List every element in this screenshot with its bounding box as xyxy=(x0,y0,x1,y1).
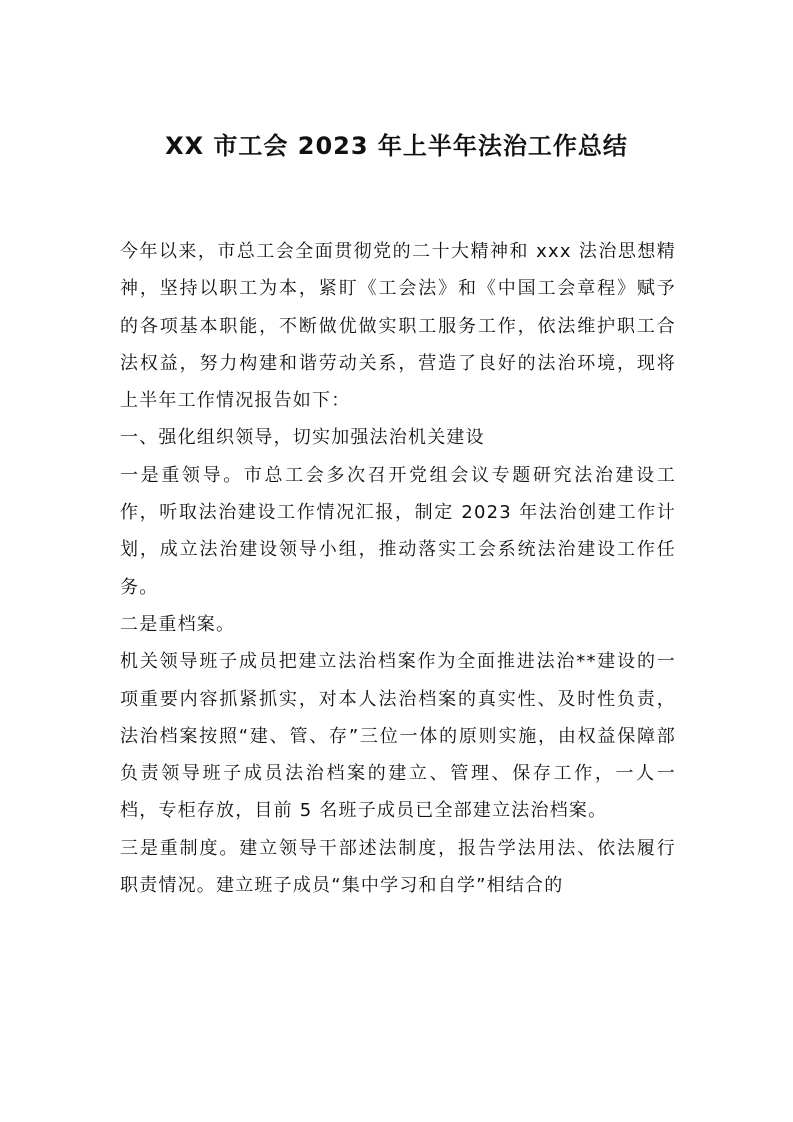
paragraph-archives-heading: 二是重档案。 xyxy=(120,613,236,635)
document-title: XX 市工会 2023 年上半年法治工作总结 xyxy=(165,132,628,160)
paragraph-systems: 三是重制度。建立领导干部述法制度，报告学法用法、依法履行职责情况。建立班子成员“集中学习和自学”相结合的 xyxy=(120,837,676,897)
paragraph-leadership: 一是重领导。市总工会多次召开党组会议专题研究法治建设工作，听取法治建设工作情况汇报，制定 2023 年法治创建工作计划，成立法治建设领导小组，推动落实工会系统法治建设工作任务。 xyxy=(120,464,676,598)
paragraph-intro: 今年以来，市总工会全面贯彻党的二十大精神和 xxx 法治思想精神，坚持以职工为本，紧盯《工会法》和《中国工会章程》赋予的各项基本职能，不断做优做实职工服务工作，依法维护职工合法权益，努力构建和谐劳动关系，营造了良好的法治环境，现将上半年工作情况报告如下： xyxy=(120,241,676,412)
document-body xyxy=(120,233,676,904)
paragraph-archives: 机关领导班子成员把建立法治档案作为全面推进法治**建设的一项重要内容抓紧抓实，对本人法治档案的真实性、及时性负责，法治档案按照“建、管、存”三位一体的原则实施，由权益保障部负责领导班子成员法治档案的建立、管理、保存工作，一人一档，专柜存放，目前 5 名班子成员已全部建立法治档案。 xyxy=(120,651,676,822)
section-heading-1: 一、强化组织领导，切实加强法治机关建设 xyxy=(120,427,485,449)
